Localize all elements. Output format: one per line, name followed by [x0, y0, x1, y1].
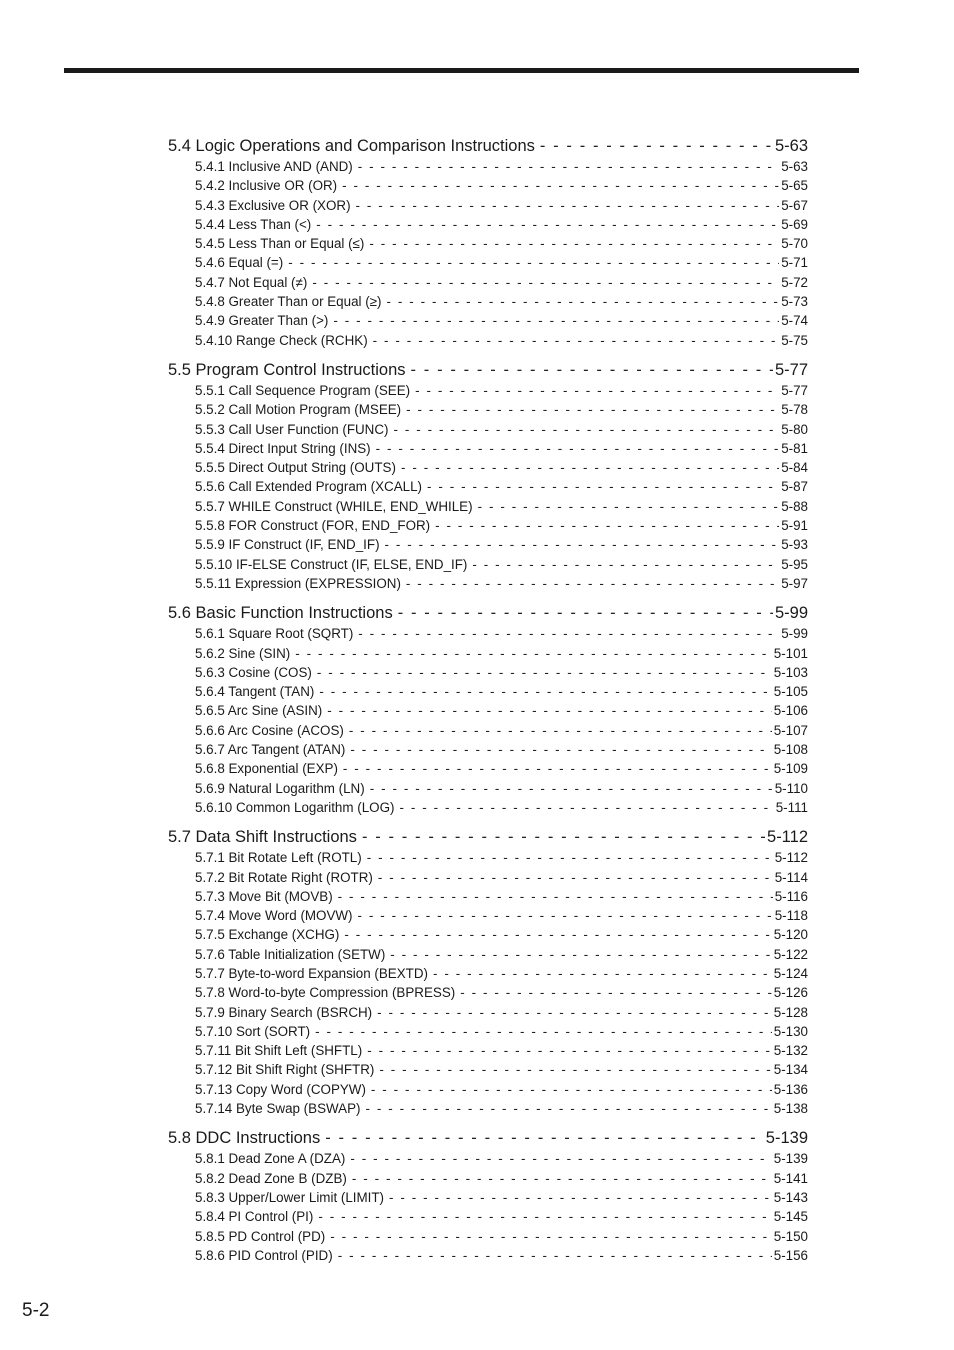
dot-leader: [367, 1041, 772, 1060]
toc-entry-title: 5.7.5 Exchange (XCHG): [195, 927, 340, 943]
toc-entry-page: 5-107: [773, 722, 808, 738]
toc-section-heading[interactable]: [168, 135, 808, 157]
dot-leader: [288, 253, 779, 272]
toc-entry[interactable]: [168, 925, 808, 944]
dot-leader: [338, 1246, 772, 1265]
toc-entry-page: 5-120: [773, 927, 808, 943]
toc-entry-title: 5.4.5 Less Than or Equal (≤): [195, 236, 365, 252]
toc-entry[interactable]: [168, 868, 808, 887]
dot-leader: [319, 682, 771, 701]
toc-entry-title: 5.5.9 IF Construct (IF, END_IF): [195, 537, 380, 553]
toc-entry-title: 5.6.1 Square Root (SQRT): [195, 626, 354, 642]
toc-entry[interactable]: [168, 400, 808, 419]
toc-entry[interactable]: [168, 439, 808, 458]
toc-entry[interactable]: [168, 1022, 808, 1041]
dot-leader: [370, 779, 773, 798]
toc-section-heading[interactable]: [168, 359, 808, 381]
toc-entry[interactable]: [168, 497, 808, 516]
toc-entry-page: 5-116: [774, 888, 808, 904]
toc-entry-title: 5.6.8 Exponential (EXP): [195, 761, 338, 777]
toc-entry-page: 5-80: [781, 421, 808, 437]
toc-entry-page: 5-105: [773, 684, 808, 700]
toc-entry-page: 5-75: [781, 332, 808, 348]
dot-leader: [338, 887, 773, 906]
toc-entry-title: 5.7.4 Move Word (MOVW): [195, 908, 353, 924]
toc-entry[interactable]: [168, 1060, 808, 1079]
toc-entry-title: 5.5.3 Call User Function (FUNC): [195, 421, 389, 437]
toc-entry-title: 5.4.6 Equal (=): [195, 255, 284, 271]
toc-entry-title: 5.5.4 Direct Input String (INS): [195, 440, 371, 456]
toc-entry-title: 5.5.8 FOR Construct (FOR, END_FOR): [195, 518, 431, 534]
toc-entry[interactable]: [168, 1149, 808, 1168]
dot-leader: [317, 663, 772, 682]
toc-entry-page: 5-109: [773, 761, 808, 777]
toc-entry[interactable]: [168, 1188, 808, 1207]
dot-leader: [433, 964, 772, 983]
dot-leader: [358, 906, 773, 925]
dot-leader: [349, 721, 772, 740]
toc-entry-page: 5-101: [773, 645, 808, 661]
dot-leader: [411, 359, 773, 381]
toc-entry-title: 5.8 DDC Instructions: [168, 1129, 321, 1148]
dot-leader: [399, 798, 773, 817]
toc-entry-title: 5.8.6 PID Control (PID): [195, 1247, 333, 1263]
toc-entry-title: 5.6.2 Sine (SIN): [195, 645, 291, 661]
dot-leader: [406, 400, 779, 419]
toc-entry[interactable]: [168, 759, 808, 778]
toc-entry-title: 5.5.10 IF-ELSE Construct (IF, ELSE, END_IF): [195, 556, 468, 572]
toc-entry-page: 5-63: [774, 137, 808, 155]
toc-entry[interactable]: [168, 721, 808, 740]
toc-entry[interactable]: [168, 381, 808, 400]
toc-entry-title: 5.5.5 Direct Output String (OUTS): [195, 460, 396, 476]
dot-leader: [460, 983, 772, 1002]
toc-entry-page: 5-122: [773, 946, 808, 962]
toc-entry[interactable]: [168, 253, 808, 272]
toc-entry-page: 5-67: [781, 197, 808, 213]
dot-leader: [356, 196, 780, 215]
dot-leader: [333, 311, 779, 330]
toc-entry-page: 5-99: [781, 626, 808, 642]
toc-entry-title: 5.7 Data Shift Instructions: [168, 828, 357, 847]
dot-leader: [406, 574, 779, 593]
toc-entry-title: 5.6.10 Common Logarithm (LOG): [195, 799, 395, 815]
toc-entry-page: 5-73: [781, 294, 808, 310]
toc-entry-title: 5.4.8 Greater Than or Equal (≥): [195, 294, 382, 310]
toc-entry-title: 5.5.2 Call Motion Program (MSEE): [195, 402, 402, 418]
toc-entry-title: 5.8.3 Upper/Lower Limit (LIMIT): [195, 1189, 385, 1205]
dot-leader: [393, 420, 779, 439]
toc-entry[interactable]: [168, 945, 808, 964]
dot-leader: [352, 1169, 772, 1188]
toc-entry-title: 5.7.9 Binary Search (BSRCH): [195, 1004, 373, 1020]
dot-leader: [401, 458, 779, 477]
toc-entry-title: 5.7.8 Word-to-byte Compression (BPRESS): [195, 985, 456, 1001]
dot-leader: [315, 1022, 772, 1041]
toc-entry-page: 5-84: [781, 460, 808, 476]
toc-section: [168, 826, 808, 1118]
dot-leader: [427, 477, 779, 496]
toc-entry[interactable]: [168, 983, 808, 1002]
dot-leader: [325, 1127, 764, 1149]
toc-entry-page: 5-74: [781, 313, 808, 329]
toc-entry-title: 5.6.5 Arc Sine (ASIN): [195, 703, 323, 719]
toc-section-heading[interactable]: [168, 826, 808, 848]
toc-entry-page: 5-70: [781, 236, 808, 252]
dot-leader: [390, 945, 771, 964]
dot-leader: [350, 1149, 771, 1168]
toc-entry-page: 5-145: [773, 1209, 808, 1225]
toc-entry[interactable]: [168, 516, 808, 535]
dot-leader: [371, 1080, 772, 1099]
toc-entry-title: 5.4.2 Inclusive OR (OR): [195, 178, 338, 194]
toc-entry[interactable]: [168, 1041, 808, 1060]
dot-leader: [365, 1099, 771, 1118]
toc-entry[interactable]: [168, 1003, 808, 1022]
toc-entry[interactable]: [168, 848, 808, 867]
toc-entry[interactable]: [168, 663, 808, 682]
toc-entry[interactable]: [168, 906, 808, 925]
dot-leader: [330, 1227, 772, 1246]
toc-entry-page: 5-150: [773, 1228, 808, 1244]
toc-entry[interactable]: [168, 740, 808, 759]
dot-leader: [362, 826, 765, 848]
dot-leader: [415, 381, 779, 400]
dot-leader: [295, 644, 771, 663]
dot-leader: [377, 1003, 772, 1022]
toc-entry[interactable]: [168, 701, 808, 720]
toc-entry-page: 5-143: [773, 1189, 808, 1205]
toc-entry-page: 5-126: [773, 985, 808, 1001]
toc-entry-page: 5-91: [781, 518, 808, 534]
dot-leader: [435, 516, 779, 535]
toc-entry[interactable]: [168, 624, 808, 643]
toc-entry-title: 5.7.6 Table Initialization (SETW): [195, 946, 386, 962]
toc-entry-title: 5.5 Program Control Instructions: [168, 360, 406, 379]
dot-leader: [376, 439, 780, 458]
dot-leader: [316, 215, 779, 234]
dot-leader: [385, 535, 780, 554]
toc-entry-page: 5-65: [781, 178, 808, 194]
toc-entry-title: 5.5.11 Expression (EXPRESSION): [195, 575, 401, 591]
toc-entry-title: 5.5.6 Call Extended Program (XCALL): [195, 479, 423, 495]
toc-entry[interactable]: [168, 964, 808, 983]
toc-entry-page: 5-78: [781, 402, 808, 418]
toc-entry-title: 5.5.7 WHILE Construct (WHILE, END_WHILE): [195, 498, 473, 514]
toc-entry[interactable]: [168, 555, 808, 574]
toc-entry-title: 5.6.4 Tangent (TAN): [195, 684, 315, 700]
toc-entry[interactable]: [168, 157, 808, 176]
dot-leader: [327, 701, 771, 720]
dot-leader: [342, 176, 779, 195]
toc-entry-title: 5.4.10 Range Check (RCHK): [195, 332, 368, 348]
toc-entry-title: 5.4.3 Exclusive OR (XOR): [195, 197, 351, 213]
dot-leader: [386, 292, 779, 311]
toc-entry[interactable]: [168, 196, 808, 215]
toc-entry-title: 5.4.1 Inclusive AND (AND): [195, 159, 353, 174]
dot-leader: [378, 868, 773, 887]
toc-entry-page: 5-97: [781, 575, 808, 591]
toc-entry-page: 5-128: [773, 1004, 808, 1020]
toc-entry-title: 5.8.2 Dead Zone B (DZB): [195, 1170, 347, 1186]
toc-entry-title: 5.7.11 Bit Shift Left (SHFTL): [195, 1043, 363, 1059]
toc-entry-page: 5-81: [781, 440, 808, 456]
dot-leader: [367, 848, 773, 867]
toc-entry[interactable]: [168, 535, 808, 554]
dot-leader: [379, 1060, 771, 1079]
toc-entry-title: 5.8.5 PD Control (PD): [195, 1228, 326, 1244]
toc-entry-title: 5.7.13 Copy Word (COPYW): [195, 1081, 366, 1097]
toc-entry-title: 5.8.4 PI Control (PI): [195, 1209, 314, 1225]
toc-entry[interactable]: [168, 887, 808, 906]
toc-entry-title: 5.6.9 Natural Logarithm (LN): [195, 780, 365, 796]
toc-entry-title: 5.6 Basic Function Instructions: [168, 604, 393, 623]
toc-entry-title: 5.7.2 Bit Rotate Right (ROTR): [195, 869, 373, 885]
dot-leader: [389, 1188, 772, 1207]
toc-entry-title: 5.5.1 Call Sequence Program (SEE): [195, 382, 411, 398]
toc-entry[interactable]: [168, 798, 808, 817]
toc-entry-page: 5-124: [773, 965, 808, 981]
toc-entry-page: 5-132: [773, 1043, 808, 1059]
toc-entry-title: 5.4.9 Greater Than (>): [195, 313, 329, 329]
toc-entry[interactable]: [168, 574, 808, 593]
toc-entry-page: 5-141: [773, 1170, 808, 1186]
toc-entry-page: 5-136: [773, 1081, 808, 1097]
toc-entry[interactable]: [168, 331, 808, 350]
toc-entry-page: 5-93: [781, 537, 808, 553]
dot-leader: [398, 602, 773, 624]
toc-entry-title: 5.7.7 Byte-to-word Expansion (BEXTD): [195, 965, 428, 981]
toc-entry-title: 5.7.14 Byte Swap (BSWAP): [195, 1101, 361, 1117]
dot-leader: [373, 331, 780, 350]
toc-entry-page: 5-106: [773, 703, 808, 719]
toc-entry-title: 5.7.1 Bit Rotate Left (ROTL): [195, 850, 362, 866]
toc-entry[interactable]: [168, 682, 808, 701]
toc-section-heading[interactable]: [168, 1127, 808, 1149]
header-rule: [64, 68, 859, 73]
toc-entry-title: 5.6.6 Arc Cosine (ACOS): [195, 722, 344, 738]
toc-entry-page: 5-118: [774, 908, 808, 924]
toc-entry-page: 5-87: [781, 479, 808, 495]
toc-entry[interactable]: [168, 458, 808, 477]
toc-entry[interactable]: [168, 477, 808, 496]
toc-entry-title: 5.8.1 Dead Zone A (DZA): [195, 1151, 346, 1167]
toc-entry-title: 5.7.3 Move Bit (MOVB): [195, 888, 333, 904]
toc-entry-page: 5-77: [781, 382, 808, 398]
toc-entry[interactable]: [168, 1099, 808, 1118]
toc-entry-page: 5-112: [774, 850, 808, 866]
toc-entry[interactable]: [168, 311, 808, 330]
toc-entry-page: 5-103: [773, 664, 808, 680]
toc-entry-page: 5-95: [781, 556, 808, 572]
table-of-contents: [168, 135, 808, 1274]
dot-leader: [318, 1207, 771, 1226]
toc-entry[interactable]: [168, 1227, 808, 1246]
toc-entry-page: 5-71: [781, 255, 808, 271]
toc-entry[interactable]: [168, 779, 808, 798]
toc-entry-page: 5-110: [774, 780, 808, 796]
toc-entry-page: 5-130: [773, 1023, 808, 1039]
dot-leader: [350, 740, 771, 759]
toc-entry-page: 5-63: [781, 159, 808, 174]
toc-section-heading[interactable]: [168, 602, 808, 624]
toc-section: [168, 602, 808, 817]
toc-entry-page: 5-77: [774, 360, 808, 379]
toc-section: [168, 359, 808, 593]
toc-entry-page: 5-138: [773, 1101, 808, 1117]
toc-section: [168, 135, 808, 350]
toc-entry[interactable]: [168, 1080, 808, 1099]
toc-entry-title: 5.7.10 Sort (SORT): [195, 1023, 311, 1039]
toc-entry-title: 5.4.4 Less Than (<): [195, 216, 312, 232]
toc-entry-page: 5-108: [773, 742, 808, 758]
dot-leader: [472, 555, 779, 574]
dot-leader: [358, 624, 779, 643]
dot-leader: [358, 157, 779, 176]
toc-entry-title: 5.7.12 Bit Shift Right (SHFTR): [195, 1062, 375, 1078]
dot-leader: [369, 234, 779, 253]
dot-leader: [540, 135, 773, 157]
toc-entry[interactable]: [168, 420, 808, 439]
toc-entry[interactable]: [168, 1207, 808, 1226]
dot-leader: [312, 273, 779, 292]
toc-entry[interactable]: [168, 292, 808, 311]
page-number: 5-2: [22, 1300, 50, 1321]
dot-leader: [478, 497, 780, 516]
toc-entry-page: 5-72: [781, 274, 808, 290]
dot-leader: [344, 925, 771, 944]
toc-entry-page: 5-111: [775, 799, 808, 815]
toc-entry-page: 5-139: [765, 1129, 808, 1148]
toc-entry-page: 5-69: [781, 216, 808, 232]
toc-entry[interactable]: [168, 215, 808, 234]
toc-entry-title: 5.4 Logic Operations and Comparison Instructions: [168, 137, 535, 155]
toc-entry[interactable]: [168, 1169, 808, 1188]
toc-entry-title: 5.6.3 Cosine (COS): [195, 664, 312, 680]
toc-entry-page: 5-99: [774, 604, 808, 623]
toc-entry[interactable]: [168, 273, 808, 292]
toc-entry[interactable]: [168, 176, 808, 195]
toc-entry-page: 5-134: [773, 1062, 808, 1078]
toc-entry[interactable]: [168, 644, 808, 663]
toc-entry-title: 5.6.7 Arc Tangent (ATAN): [195, 742, 346, 758]
toc-entry-page: 5-114: [774, 869, 808, 885]
toc-entry-page: 5-88: [781, 498, 808, 514]
toc-entry-page: 5-112: [767, 828, 808, 847]
toc-entry[interactable]: [168, 1246, 808, 1265]
toc-section: [168, 1127, 808, 1265]
toc-entry-page: 5-139: [773, 1151, 808, 1167]
toc-entry[interactable]: [168, 234, 808, 253]
toc-entry-title: 5.4.7 Not Equal (≠): [195, 274, 308, 290]
toc-entry-page: 5-156: [773, 1247, 808, 1263]
dot-leader: [343, 759, 772, 778]
